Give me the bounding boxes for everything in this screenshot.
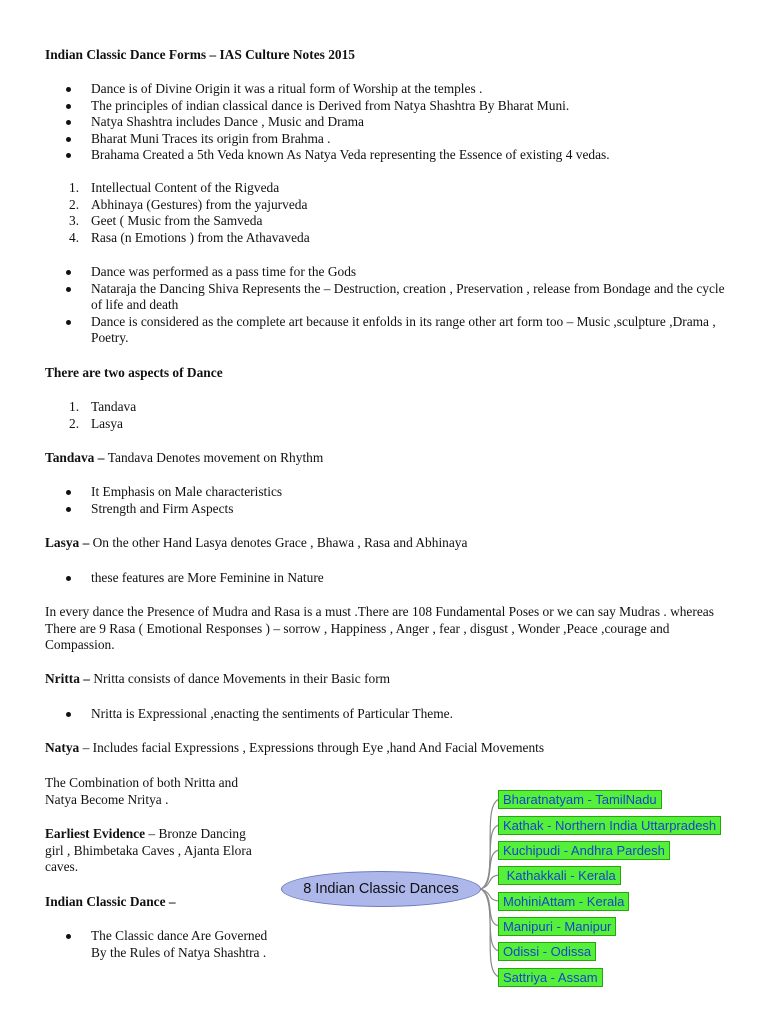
list-text: Tandava <box>91 399 137 414</box>
definition-text: On the other Hand Lasya denotes Grace , Bhawa , Rasa and Abhinaya <box>92 535 468 550</box>
list-number: 2. <box>69 196 80 212</box>
list-text: Abhinaya (Gestures) from the yajurveda <box>91 196 308 212</box>
term-label: Natya <box>45 740 80 755</box>
definition-text: – Bronze Dancing girl , Bhimbetaka Caves , Ajanta Elora caves. <box>45 826 252 874</box>
classic-dance-heading: Indian Classic Dance – <box>45 894 176 909</box>
aspects-heading: There are two aspects of Dance <box>45 365 223 380</box>
list-text: Rasa (n Emotions ) from the Athavaveda <box>91 229 310 245</box>
list-item: The principles of indian classical dance is Derived from Natya Shashtra By Bharat Muni. <box>45 98 735 115</box>
term-label: Lasya – <box>45 535 93 550</box>
dance-node: Bharatnatyam - TamilNadu <box>498 790 662 809</box>
list-text: Geet ( Music from the Samveda <box>91 213 263 228</box>
dance-node: MohiniAttam - Kerala <box>498 892 629 911</box>
list-item: Natya Shashtra includes Dance , Music and Drama <box>45 114 735 131</box>
diagram-center-node: 8 Indian Classic Dances <box>281 871 481 907</box>
dance-node: Manipuri - Manipur <box>498 917 616 936</box>
list-item: Strength and Firm Aspects <box>45 501 735 518</box>
list-item: Dance is considered as the complete art because it enfolds in its range other art form too – Music ,sculpture ,Drama , Poetry. <box>45 314 735 347</box>
list-item: The Classic dance Are Governed By the Rules of Natya Shashtra . <box>45 928 285 961</box>
combination-paragraph: The Combination of both Nritta and Natya Become Nritya . <box>45 775 239 807</box>
dance-node: Sattriya - Assam <box>498 968 603 987</box>
list-number: 1. <box>69 399 80 414</box>
page-title: Indian Classic Dance Forms – IAS Culture Notes 2015 <box>45 47 355 62</box>
dance-node: Kathak - Northern India Uttarpradesh <box>498 816 721 835</box>
list-item: Brahama Created a 5th Veda known As Natya Veda representing the Essence of existing 4 vedas. <box>45 147 735 164</box>
list-number: 1. <box>69 180 80 195</box>
dance-node: Kuchipudi - Andhra Pardesh <box>498 841 670 860</box>
term-label: Tandava – <box>45 450 108 465</box>
term-label: Earliest Evidence <box>45 826 146 841</box>
definition-text: – Includes facial Expressions , Expressions through Eye ,hand And Facial Movements <box>79 740 545 755</box>
list-item: Nritta is Expressional ,enacting the sentiments of Particular Theme. <box>45 706 735 723</box>
list-item: Bharat Muni Traces its origin from Brahma . <box>45 131 735 148</box>
list-number: 3. <box>69 213 80 228</box>
list-item: Dance was performed as a pass time for the Gods <box>45 264 735 281</box>
list-item: Nataraja the Dancing Shiva Represents the – Destruction, creation , Preservation , release from Bondage and the cycle of life and death <box>45 281 735 314</box>
list-number: 4. <box>69 229 80 245</box>
list-item: It Emphasis on Male characteristics <box>45 484 735 501</box>
list-item: these features are More Feminine in Nature <box>45 570 735 587</box>
mudra-paragraph: In every dance the Presence of Mudra and Rasa is a must .There are 108 Fundamental Poses or we can say Mudras . whereas There are 9 Rasa ( Emotional Responses ) – sorrow , Happiness , Anger , fear , disgust , Wonder ,Peace ,courage and Compassion. <box>45 604 714 652</box>
definition-text: Nritta consists of dance Movements in their Basic form <box>93 671 391 686</box>
list-item: Dance is of Divine Origin it was a ritual form of Worship at the temples . <box>45 81 735 98</box>
dance-node: Kathakkali - Kerala <box>498 866 621 885</box>
list-text: Lasya <box>91 415 123 431</box>
term-label: Nritta – <box>45 671 94 686</box>
list-number: 2. <box>69 415 80 431</box>
list-text: Intellectual Content of the Rigveda <box>91 180 280 195</box>
dance-node: Odissi - Odissa <box>498 942 596 961</box>
definition-text: Tandava Denotes movement on Rhythm <box>107 450 324 465</box>
